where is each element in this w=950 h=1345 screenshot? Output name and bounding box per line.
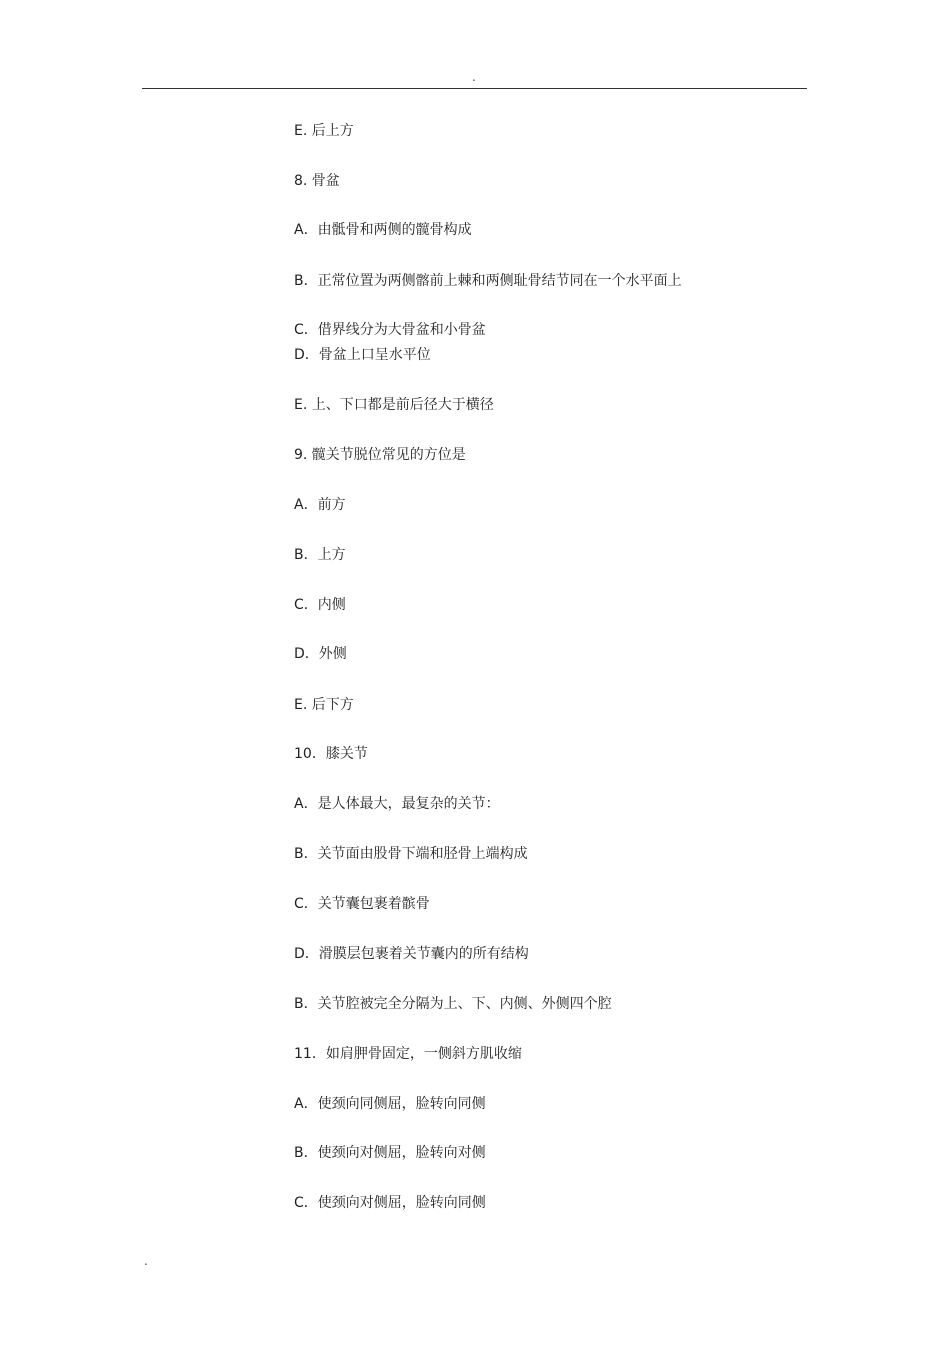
text-line: A．是人体最大，最复杂的关节：	[294, 796, 500, 812]
header-rule	[142, 88, 807, 89]
question-11: 11．如肩胛骨固定，一侧斜方肌收缩	[294, 1046, 522, 1062]
text-line: D．外侧	[294, 646, 347, 662]
text-line: A．使颈向同侧屈，脸转向同侧	[294, 1096, 486, 1112]
text-line: B．上方	[294, 547, 346, 563]
text-line: A．前方	[294, 497, 346, 513]
text-line: E. 上、下口都是前后径大于横径	[294, 397, 494, 413]
text-line: B．关节面由股骨下端和胫骨上端构成	[294, 846, 528, 862]
question-8: 8. 骨盆	[294, 173, 340, 189]
question-9: 9. 髋关节脱位常见的方位是	[294, 447, 466, 463]
text-line: C．关节囊包裹着髌骨	[294, 896, 430, 912]
text-line: D．骨盆上口呈水平位	[294, 347, 431, 363]
text-line: D．滑膜层包裹着关节囊内的所有结构	[294, 946, 529, 962]
text-line: E. 后上方	[294, 123, 354, 139]
text-line: B．使颈向对侧屈，脸转向对侧	[294, 1145, 486, 1161]
text-line: A．由骶骨和两侧的髋骨构成	[294, 222, 472, 238]
text-line: B．正常位置为两侧髂前上棘和两侧耻骨结节同在一个水平面上	[294, 273, 682, 289]
text-line: E. 后下方	[294, 697, 354, 713]
text-line: C．使颈向对侧屈，脸转向同侧	[294, 1195, 486, 1211]
page-footer-mark: .	[144, 1254, 148, 1268]
text-line: C．借界线分为大骨盆和小骨盆	[294, 322, 486, 338]
text-line: C．内侧	[294, 597, 346, 613]
text-line: B．关节腔被完全分隔为上、下、内侧、外侧四个腔	[294, 996, 612, 1012]
question-10: 10．膝关节	[294, 746, 368, 762]
page-header-mark: .	[472, 70, 476, 84]
